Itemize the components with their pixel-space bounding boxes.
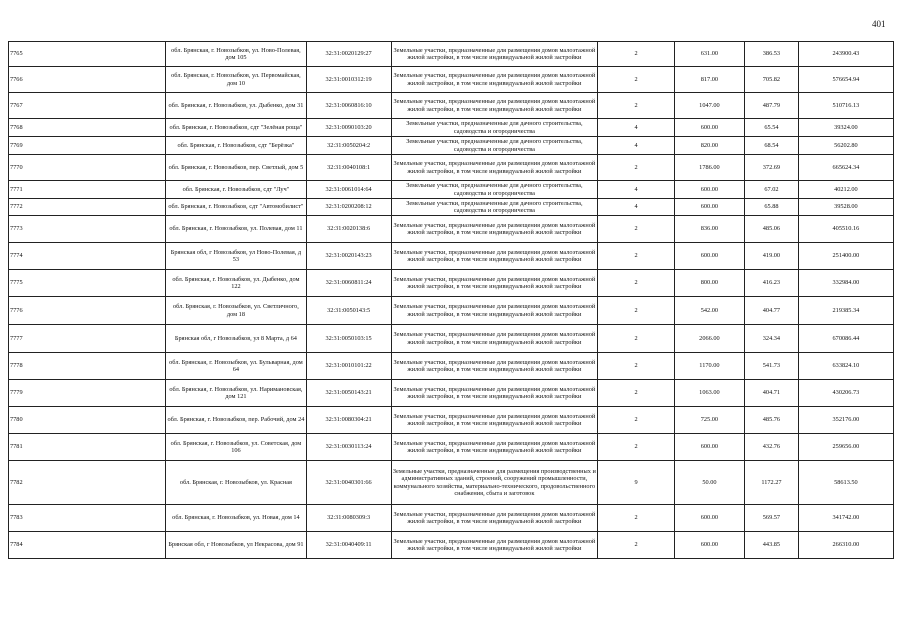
- land-use-cell: Земельные участки, предназначенные для размещения домов малоэтажной жилой застройки, в том числе индивидуальной жилой застройки: [391, 42, 598, 67]
- specific-value-cell: 68.54: [745, 137, 799, 155]
- cadastral-value-cell: 243900.43: [798, 42, 893, 67]
- specific-value-cell: 485.76: [745, 407, 799, 434]
- area-cell: 600.00: [674, 119, 744, 137]
- area-cell: 600.00: [674, 434, 744, 461]
- cadastral-value-cell: 332984.00: [798, 270, 893, 297]
- land-use-cell: Земельные участки, предназначенные для размещения домов малоэтажной жилой застройки, в том числе индивидуальной жилой застройки: [391, 93, 598, 119]
- cadastral-value-cell: 670086.44: [798, 325, 893, 353]
- specific-value-cell: 67.02: [745, 181, 799, 199]
- cadastral-number-cell: 32:31:0080309:3: [306, 505, 391, 532]
- land-use-cell: Земельные участки, предназначенные для размещения домов малоэтажной жилой застройки, в том числе индивидуальной жилой застройки: [391, 353, 598, 380]
- group-code-cell: 2: [598, 505, 675, 532]
- table-row: [9, 270, 894, 297]
- land-use-cell: Земельные участки, предназначенные для размещения домов малоэтажной жилой застройки, в том числе индивидуальной жилой застройки: [391, 325, 598, 353]
- row-number-cell: 7772: [9, 199, 166, 216]
- specific-value-cell: 432.76: [745, 434, 799, 461]
- table-row: [9, 532, 894, 559]
- area-cell: 600.00: [674, 181, 744, 199]
- land-use-cell: Земельные участки, предназначенные для размещения домов малоэтажной жилой застройки, в том числе индивидуальной жилой застройки: [391, 270, 598, 297]
- table-row: [9, 216, 894, 243]
- cadastral-number-cell: 32:31:0040301:66: [306, 461, 391, 505]
- row-number-cell: 7773: [9, 216, 166, 243]
- row-number-cell: 7783: [9, 505, 166, 532]
- cadastral-value-cell: 352176.00: [798, 407, 893, 434]
- address-cell: обл. Брянская, г. Новозыбков, сдт "Зелёная роща": [166, 119, 307, 137]
- specific-value-cell: 443.85: [745, 532, 799, 559]
- group-code-cell: 2: [598, 67, 675, 93]
- address-cell: обл. Брянская, г. Новозыбков, ул. Ново-Полевая, дом 105: [166, 42, 307, 67]
- cadastral-number-cell: 32:31:0040108:1: [306, 155, 391, 181]
- cadastral-number-cell: 32:31:0030113:24: [306, 434, 391, 461]
- area-cell: 725.00: [674, 407, 744, 434]
- cadastral-number-cell: 32:31:0200208:12: [306, 199, 391, 216]
- group-code-cell: 2: [598, 407, 675, 434]
- land-use-cell: Земельные участки, предназначенные для дачного строительства, садоводства и огородничества: [391, 119, 598, 137]
- area-cell: 600.00: [674, 243, 744, 270]
- row-number-cell: 7782: [9, 461, 166, 505]
- cadastral-number-cell: 32:31:0020143:23: [306, 243, 391, 270]
- cadastral-number-cell: 32:31:0050143:5: [306, 297, 391, 325]
- cadastral-value-cell: 39528.00: [798, 199, 893, 216]
- area-cell: 1063.00: [674, 380, 744, 407]
- specific-value-cell: 705.82: [745, 67, 799, 93]
- cadastral-value-cell: 39324.00: [798, 119, 893, 137]
- cadastral-number-cell: 32:31:0020138:6: [306, 216, 391, 243]
- row-number-cell: 7775: [9, 270, 166, 297]
- cadastral-value-cell: 665624.34: [798, 155, 893, 181]
- area-cell: 1047.00: [674, 93, 744, 119]
- group-code-cell: 9: [598, 461, 675, 505]
- address-cell: обл. Брянская, г. Новозыбков, ул. Полевая, дом 11: [166, 216, 307, 243]
- area-cell: 542.00: [674, 297, 744, 325]
- table-row: [9, 119, 894, 137]
- cadastral-value-cell: 40212.00: [798, 181, 893, 199]
- cadastral-value-cell: 56202.80: [798, 137, 893, 155]
- cadastral-value-cell: 58613.50: [798, 461, 893, 505]
- table-row: [9, 434, 894, 461]
- group-code-cell: 2: [598, 216, 675, 243]
- specific-value-cell: 65.88: [745, 199, 799, 216]
- address-cell: обл. Брянская, г. Новозыбков, ул. Дыбенко, дом 31: [166, 93, 307, 119]
- table-row: [9, 461, 894, 505]
- row-number-cell: 7781: [9, 434, 166, 461]
- address-cell: обл. Брянская, г. Новозыбков, сдт "Автомобилист": [166, 199, 307, 216]
- cadastral-number-cell: 32:31:0020129:27: [306, 42, 391, 67]
- specific-value-cell: 65.54: [745, 119, 799, 137]
- cadastral-number-cell: 32:31:0010101:22: [306, 353, 391, 380]
- specific-value-cell: 372.69: [745, 155, 799, 181]
- cadastral-value-cell: 576654.94: [798, 67, 893, 93]
- page-number: 401: [872, 19, 886, 29]
- cadastral-value-cell: 633824.10: [798, 353, 893, 380]
- row-number-cell: 7770: [9, 155, 166, 181]
- address-cell: обл. Брянская, г. Новозыбков, пер. Светлый, дом 5: [166, 155, 307, 181]
- group-code-cell: 2: [598, 380, 675, 407]
- cadastral-number-cell: 32:31:0050143:21: [306, 380, 391, 407]
- specific-value-cell: 485.06: [745, 216, 799, 243]
- row-number-cell: 7776: [9, 297, 166, 325]
- land-use-cell: Земельные участки, предназначенные для размещения домов малоэтажной жилой застройки, в том числе индивидуальной жилой застройки: [391, 67, 598, 93]
- cadastral-value-cell: 266310.00: [798, 532, 893, 559]
- row-number-cell: 7768: [9, 119, 166, 137]
- cadastral-number-cell: 32:31:0090103:20: [306, 119, 391, 137]
- address-cell: обл. Брянская, г. Новозыбков, сдт "Луч": [166, 181, 307, 199]
- area-cell: 817.00: [674, 67, 744, 93]
- land-use-cell: Земельные участки, предназначенные для размещения домов малоэтажной жилой застройки, в том числе индивидуальной жилой застройки: [391, 297, 598, 325]
- address-cell: обл. Брянская, г. Новозыбков, ул. Наримановская, дом 121: [166, 380, 307, 407]
- area-cell: 2066.00: [674, 325, 744, 353]
- address-cell: обл. Брянская, г. Новозыбков, ул. Светличного, дом 18: [166, 297, 307, 325]
- row-number-cell: 7779: [9, 380, 166, 407]
- address-cell: обл. Брянская, г. Новозыбков, ул. Красная: [166, 461, 307, 505]
- land-use-cell: Земельные участки, предназначенные для размещения домов малоэтажной жилой застройки, в том числе индивидуальной жилой застройки: [391, 407, 598, 434]
- specific-value-cell: 404.77: [745, 297, 799, 325]
- area-cell: 631.00: [674, 42, 744, 67]
- specific-value-cell: 419.00: [745, 243, 799, 270]
- group-code-cell: 2: [598, 42, 675, 67]
- address-cell: обл. Брянская, г. Новозыбков, ул. Дыбенко, дом 122: [166, 270, 307, 297]
- group-code-cell: 2: [598, 532, 675, 559]
- cadastral-value-cell: 341742.00: [798, 505, 893, 532]
- table-row: [9, 199, 894, 216]
- table-body: [9, 42, 894, 559]
- row-number-cell: 7769: [9, 137, 166, 155]
- cadastral-value-cell: 430206.73: [798, 380, 893, 407]
- group-code-cell: 2: [598, 155, 675, 181]
- table-row: [9, 407, 894, 434]
- group-code-cell: 2: [598, 243, 675, 270]
- address-cell: обл. Брянская, г. Новозыбков, ул. Советская, дом 106: [166, 434, 307, 461]
- group-code-cell: 4: [598, 137, 675, 155]
- specific-value-cell: 569.57: [745, 505, 799, 532]
- table-row: [9, 243, 894, 270]
- cadastral-value-cell: 510716.13: [798, 93, 893, 119]
- cadastral-number-cell: 32:31:0010312:19: [306, 67, 391, 93]
- table-row: [9, 325, 894, 353]
- specific-value-cell: 541.73: [745, 353, 799, 380]
- table-row: [9, 42, 894, 67]
- row-number-cell: 7774: [9, 243, 166, 270]
- row-number-cell: 7771: [9, 181, 166, 199]
- specific-value-cell: 416.23: [745, 270, 799, 297]
- group-code-cell: 4: [598, 181, 675, 199]
- row-number-cell: 7767: [9, 93, 166, 119]
- group-code-cell: 2: [598, 353, 675, 380]
- address-cell: обл. Брянская, г. Новозыбков, сдт "Берёзка": [166, 137, 307, 155]
- table-row: [9, 353, 894, 380]
- area-cell: 836.00: [674, 216, 744, 243]
- cadastral-number-cell: 32:31:0080304:21: [306, 407, 391, 434]
- area-cell: 600.00: [674, 505, 744, 532]
- address-cell: Брянская обл, г Новозыбков, ул Ново-Полевая, д 53: [166, 243, 307, 270]
- area-cell: 600.00: [674, 532, 744, 559]
- row-number-cell: 7784: [9, 532, 166, 559]
- table-row: [9, 181, 894, 199]
- area-cell: 600.00: [674, 199, 744, 216]
- land-use-cell: Земельные участки, предназначенные для размещения домов малоэтажной жилой застройки, в том числе индивидуальной жилой застройки: [391, 434, 598, 461]
- group-code-cell: 4: [598, 199, 675, 216]
- area-cell: 1170.00: [674, 353, 744, 380]
- address-cell: Брянская обл, г Новозыбков, ул Некрасова, дом 91: [166, 532, 307, 559]
- specific-value-cell: 404.71: [745, 380, 799, 407]
- table-row: [9, 505, 894, 532]
- table-row: [9, 67, 894, 93]
- land-use-cell: Земельные участки, предназначенные для размещения производственных и административных зданий, строений, сооружений промышленности, коммунального хозяйства, материально-технического, продовольственного снабжения, сбыта и заготовок: [391, 461, 598, 505]
- table-row: [9, 137, 894, 155]
- address-cell: Брянская обл, г Новозыбков, ул 8 Марта, д 64: [166, 325, 307, 353]
- row-number-cell: 7777: [9, 325, 166, 353]
- group-code-cell: 2: [598, 434, 675, 461]
- cadastral-number-cell: 32:31:0050204:2: [306, 137, 391, 155]
- table-row: [9, 297, 894, 325]
- area-cell: 1786.00: [674, 155, 744, 181]
- cadastral-value-cell: 219385.34: [798, 297, 893, 325]
- cadastral-number-cell: 32:31:0060811:24: [306, 270, 391, 297]
- area-cell: 800.00: [674, 270, 744, 297]
- cadastral-value-cell: 251400.00: [798, 243, 893, 270]
- group-code-cell: 2: [598, 270, 675, 297]
- area-cell: 820.00: [674, 137, 744, 155]
- address-cell: обл. Брянская, г. Новозыбков, пер. Рабочий, дом 24: [166, 407, 307, 434]
- table-row: [9, 155, 894, 181]
- group-code-cell: 4: [598, 119, 675, 137]
- group-code-cell: 2: [598, 297, 675, 325]
- address-cell: обл. Брянская, г. Новозыбков, ул. Бульварная, дом 64: [166, 353, 307, 380]
- area-cell: 50.00: [674, 461, 744, 505]
- cadastral-number-cell: 32:31:0061014:64: [306, 181, 391, 199]
- land-use-cell: Земельные участки, предназначенные для дачного строительства, садоводства и огородничества: [391, 199, 598, 216]
- land-use-cell: Земельные участки, предназначенные для дачного строительства, садоводства и огородничества: [391, 137, 598, 155]
- group-code-cell: 2: [598, 93, 675, 119]
- cadastral-number-cell: 32:31:0060816:10: [306, 93, 391, 119]
- row-number-cell: 7766: [9, 67, 166, 93]
- specific-value-cell: 386.53: [745, 42, 799, 67]
- row-number-cell: 7765: [9, 42, 166, 67]
- specific-value-cell: 324.34: [745, 325, 799, 353]
- address-cell: обл. Брянская, г. Новозыбков, ул. Новая, дом 14: [166, 505, 307, 532]
- address-cell: обл. Брянская, г. Новозыбков, ул. Первомайская, дом 10: [166, 67, 307, 93]
- land-use-cell: Земельные участки, предназначенные для размещения домов малоэтажной жилой застройки, в том числе индивидуальной жилой застройки: [391, 380, 598, 407]
- cadastral-number-cell: 32:31:0050103:15: [306, 325, 391, 353]
- land-use-cell: Земельные участки, предназначенные для размещения домов малоэтажной жилой застройки, в том числе индивидуальной жилой застройки: [391, 243, 598, 270]
- land-use-cell: Земельные участки, предназначенные для размещения домов малоэтажной жилой застройки, в том числе индивидуальной жилой застройки: [391, 532, 598, 559]
- land-use-cell: Земельные участки, предназначенные для дачного строительства, садоводства и огородничества: [391, 181, 598, 199]
- specific-value-cell: 487.79: [745, 93, 799, 119]
- land-use-cell: Земельные участки, предназначенные для размещения домов малоэтажной жилой застройки, в том числе индивидуальной жилой застройки: [391, 155, 598, 181]
- cadastral-value-cell: 405510.16: [798, 216, 893, 243]
- group-code-cell: 2: [598, 325, 675, 353]
- row-number-cell: 7778: [9, 353, 166, 380]
- row-number-cell: 7780: [9, 407, 166, 434]
- specific-value-cell: 1172.27: [745, 461, 799, 505]
- land-use-cell: Земельные участки, предназначенные для размещения домов малоэтажной жилой застройки, в том числе индивидуальной жилой застройки: [391, 216, 598, 243]
- land-use-cell: Земельные участки, предназначенные для размещения домов малоэтажной жилой застройки, в том числе индивидуальной жилой застройки: [391, 505, 598, 532]
- cadastral-number-cell: 32:31:0040409:11: [306, 532, 391, 559]
- table-row: [9, 93, 894, 119]
- table-row: [9, 380, 894, 407]
- cadastral-value-table: [8, 41, 894, 559]
- cadastral-value-cell: 259656.00: [798, 434, 893, 461]
